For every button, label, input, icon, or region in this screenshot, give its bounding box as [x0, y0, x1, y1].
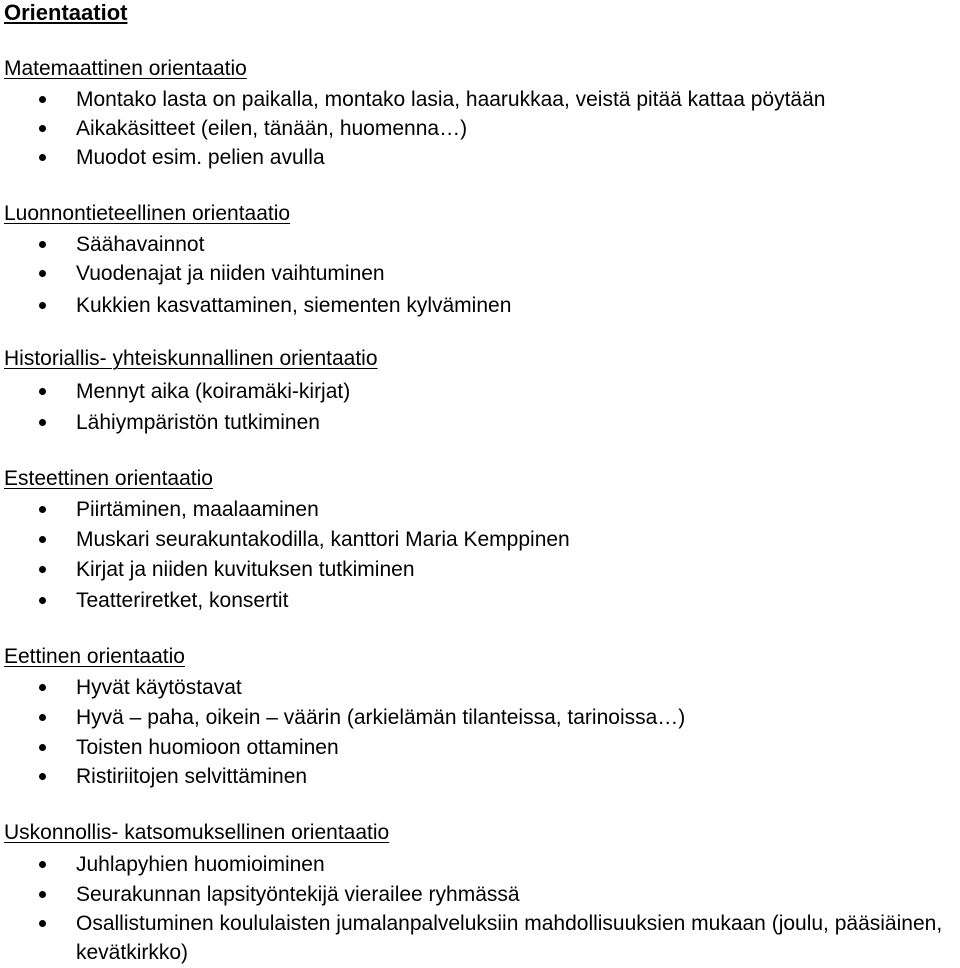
list-item-text: Muskari seurakuntakodilla, kanttori Maria Kemppinen: [76, 528, 570, 551]
bullet-icon: [39, 891, 46, 898]
list-item-text: Mennyt aika (koiramäki-kirjat): [76, 380, 351, 403]
bullet-icon: [39, 684, 46, 691]
list-item-text: Säähavainnot: [76, 233, 205, 256]
bullet-icon: [39, 920, 46, 927]
bullet-icon: [39, 388, 46, 395]
bullet-icon: [39, 744, 46, 751]
list-item-text: Piirtäminen, maalaaminen: [76, 498, 319, 521]
bullet-icon: [39, 154, 46, 161]
section-heading-uskonnollis: Uskonnollis- katsomuksellinen orientaatio: [4, 821, 390, 844]
bullet-icon: [39, 536, 46, 543]
list-item-text: Hyvä – paha, oikein – väärin (arkielämän tilanteissa, tarinoissa…): [76, 706, 686, 729]
section-heading-historiallis: Historiallis- yhteiskunnallinen orientaatio: [4, 347, 378, 370]
list-item-text: Osallistuminen koululaisten jumalanpalveluksiin mahdollisuuksien mukaan (joulu, pääsiäinen, kevätkirkko): [76, 912, 943, 964]
bullet-icon: [39, 773, 46, 780]
bullet-icon: [39, 96, 46, 103]
bullet-icon: [39, 270, 46, 277]
list-item-text: Juhlapyhien huomioiminen: [76, 853, 325, 876]
section-heading-esteettinen: Esteettinen orientaatio: [4, 467, 213, 490]
list-item-text: Toisten huomioon ottaminen: [76, 736, 339, 759]
list-item-text: Ristiriitojen selvittäminen: [76, 765, 308, 788]
bullet-icon: [39, 597, 46, 604]
list-item-text: Kirjat ja niiden kuvituksen tutkiminen: [76, 558, 415, 581]
bullet-icon: [39, 302, 46, 309]
section-heading-eettinen: Eettinen orientaatio: [4, 645, 185, 668]
list-item-text: Hyvät käytöstavat: [76, 676, 242, 699]
list-item-text: Aikakäsitteet (eilen, tänään, huomenna…): [76, 117, 468, 140]
list-item-text: Muodot esim. pelien avulla: [76, 146, 325, 169]
section-heading-matemaattinen: Matemaattinen orientaatio: [4, 57, 247, 80]
list-item-text: Teatteriretket, konsertit: [76, 589, 289, 612]
document-title: Orientaatiot: [4, 0, 128, 25]
bullet-icon: [39, 566, 46, 573]
bullet-icon: [39, 419, 46, 426]
bullet-icon: [39, 861, 46, 868]
bullet-icon: [39, 125, 46, 132]
list-item-text: Kukkien kasvattaminen, siementen kylväminen: [76, 294, 512, 317]
bullet-icon: [39, 506, 46, 513]
section-heading-luonnontieteellinen: Luonnontieteellinen orientaatio: [4, 202, 291, 225]
list-item-text: Vuodenajat ja niiden vaihtuminen: [76, 262, 385, 285]
bullet-icon: [39, 714, 46, 721]
list-item-text: Montako lasta on paikalla, montako lasia, haarukkaa, veistä pitää kattaa pöytään: [76, 88, 826, 111]
list-item-text: Lähiympäristön tutkiminen: [76, 411, 320, 434]
list-item-text: Seurakunnan lapsityöntekijä vierailee ryhmässä: [76, 883, 520, 906]
bullet-icon: [39, 241, 46, 248]
